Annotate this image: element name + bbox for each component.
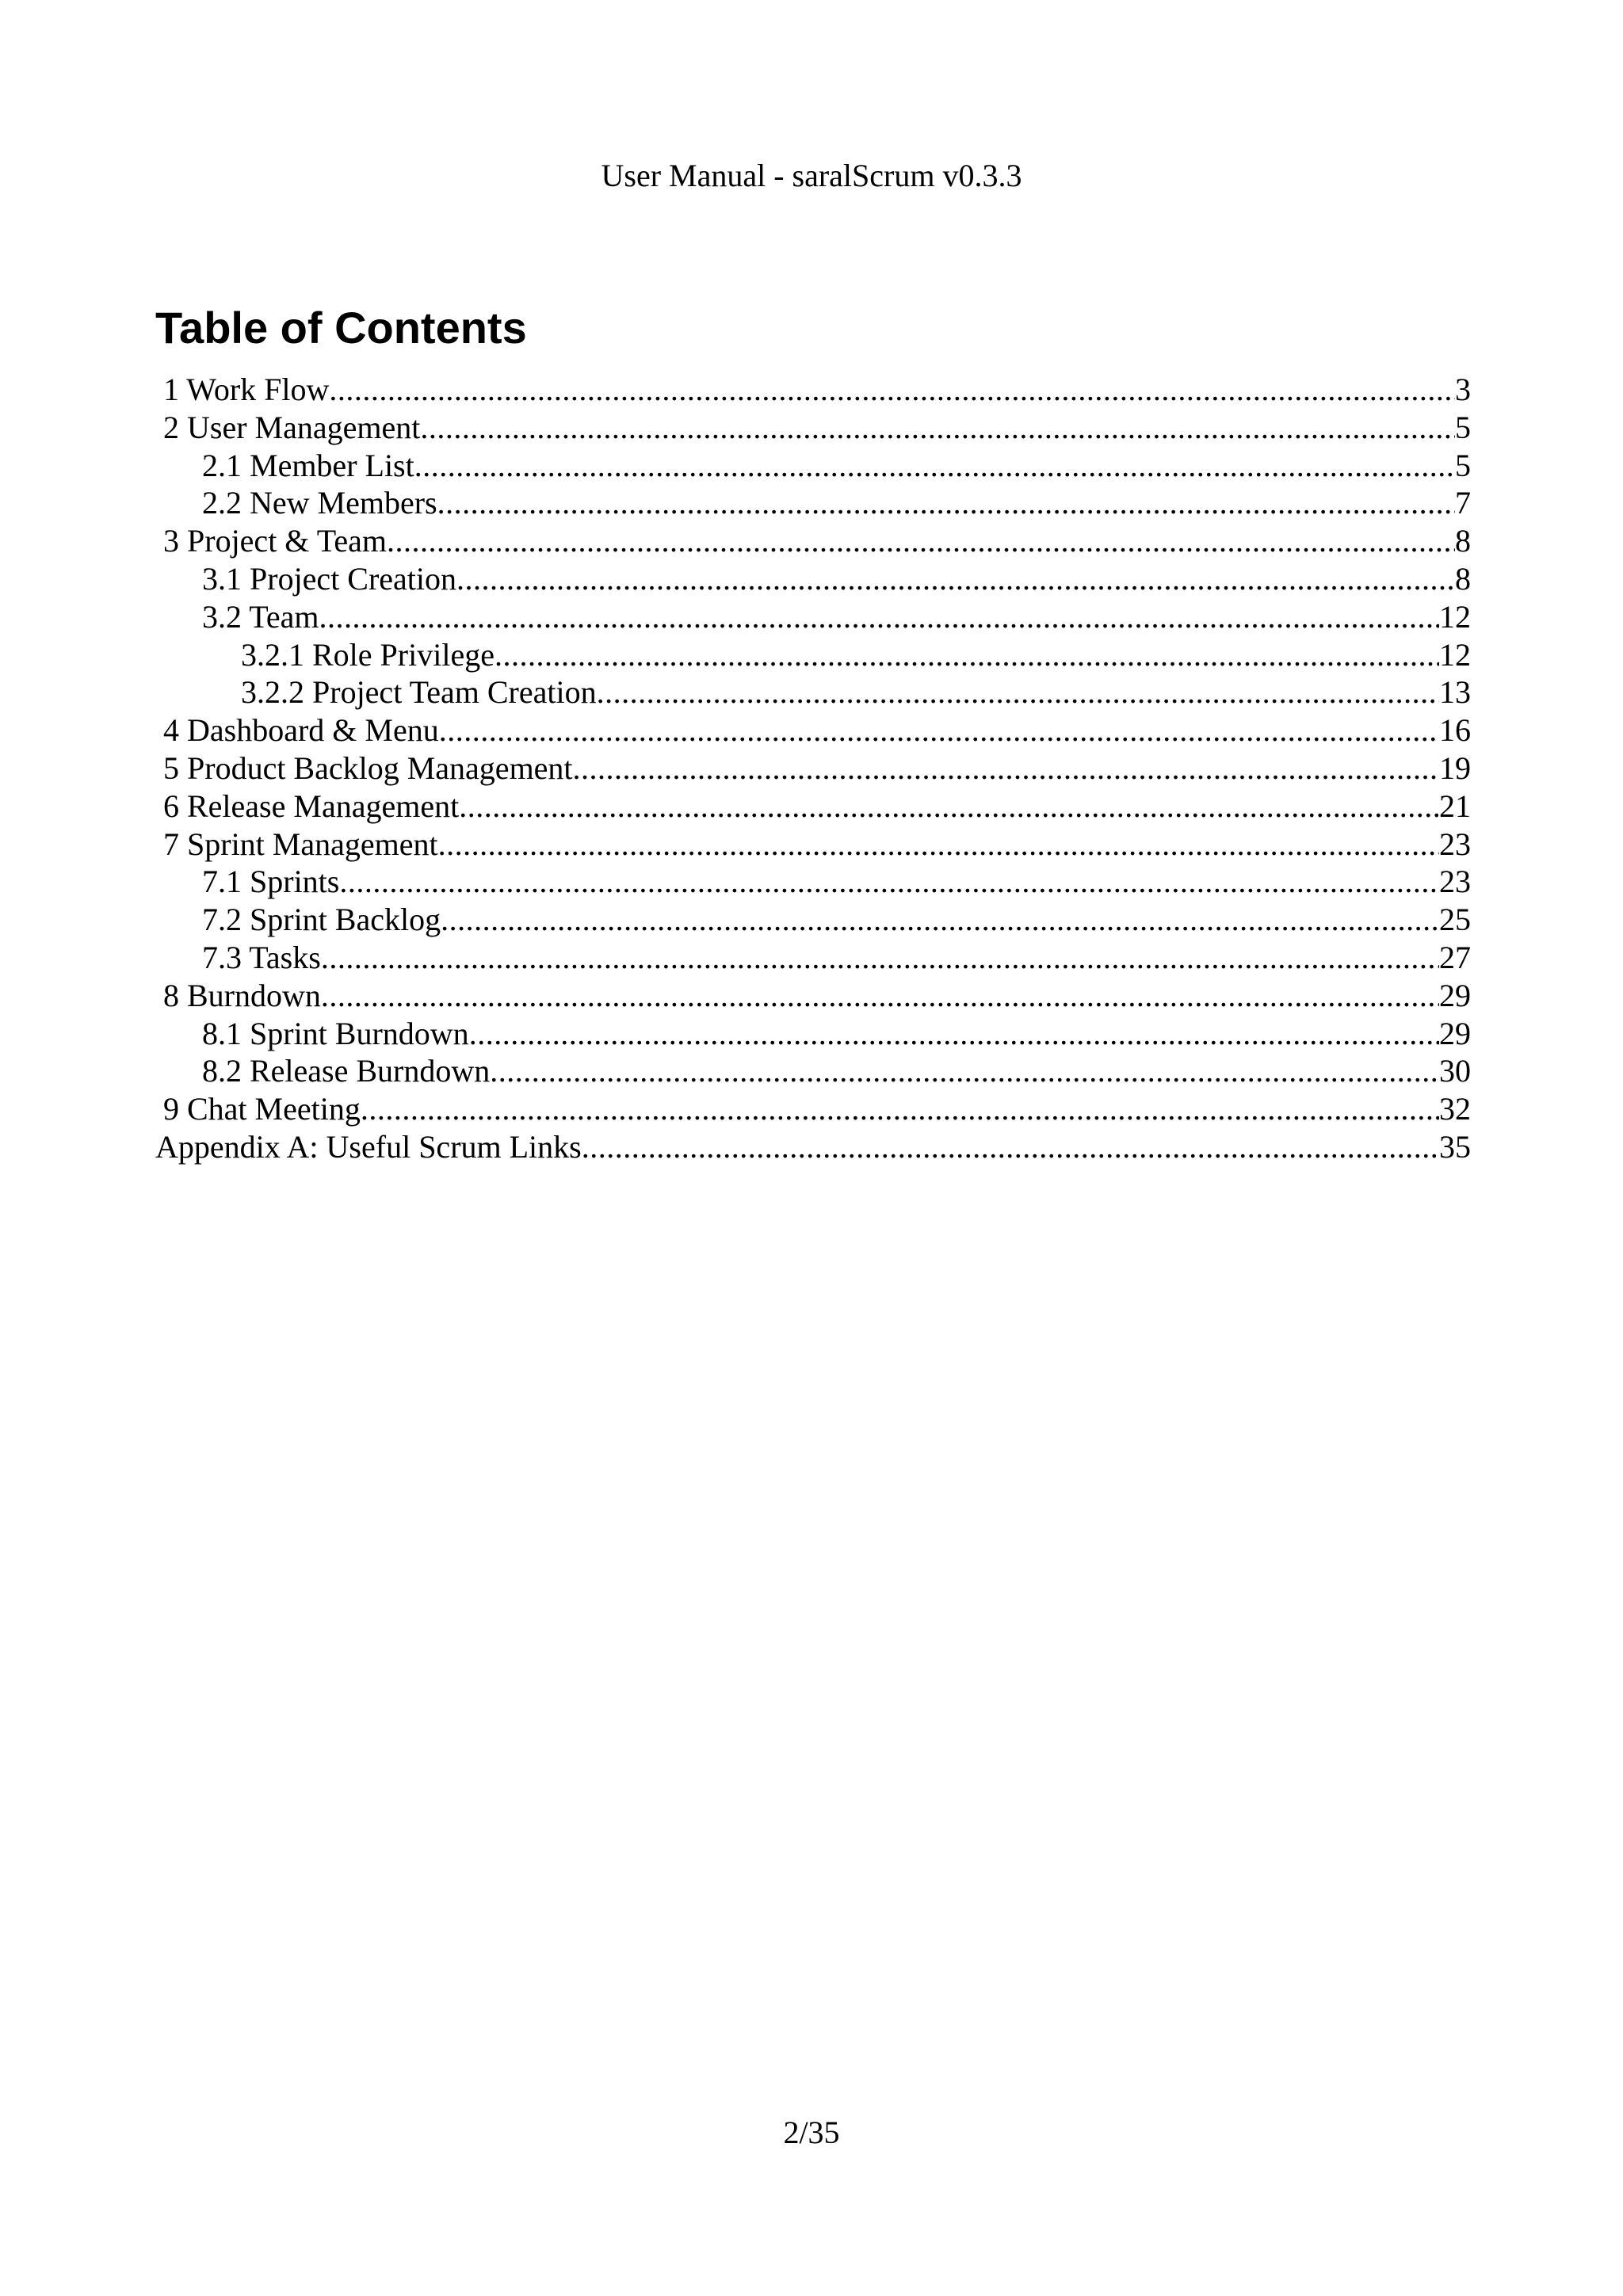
toc-dot-leader — [469, 1015, 1439, 1053]
toc-entry-label: 3.2.1 Role Privilege — [241, 636, 495, 673]
toc-entry-label: 7.1 Sprints — [202, 864, 340, 900]
toc-entry-label: 7 Sprint Management — [163, 826, 438, 862]
toc-dot-leader — [438, 826, 1439, 864]
toc-entry-page: 25 — [1439, 902, 1471, 938]
toc-entry-label: 7.2 Sprint Backlog — [202, 902, 441, 938]
toc-entry[interactable] — [155, 484, 1471, 522]
toc-entry[interactable] — [155, 371, 1471, 409]
toc-dot-leader — [490, 1052, 1439, 1090]
toc-entry-page: 5 — [1455, 409, 1471, 445]
toc-entry[interactable] — [155, 447, 1471, 485]
toc-entry[interactable] — [155, 939, 1471, 977]
toc-entry-label: 2.1 Member List — [202, 447, 414, 483]
toc-entry[interactable] — [155, 901, 1471, 939]
toc-entry[interactable] — [155, 522, 1471, 560]
toc-entry-page: 32 — [1439, 1091, 1471, 1127]
toc-entry-label: 8 Burndown — [163, 977, 321, 1013]
toc-entry-label: 7.3 Tasks — [202, 939, 321, 975]
toc-entry-page: 19 — [1439, 749, 1471, 786]
toc-dot-leader — [319, 598, 1439, 636]
toc-entry-page: 23 — [1439, 864, 1471, 900]
toc-entry-page: 8 — [1455, 560, 1471, 597]
toc-dot-leader — [420, 409, 1455, 447]
toc-dot-leader — [321, 977, 1439, 1015]
toc-entry-label: 8.1 Sprint Burndown — [202, 1015, 469, 1051]
toc-dot-leader — [439, 711, 1439, 749]
toc-dot-leader — [437, 484, 1455, 522]
toc-dot-leader — [321, 939, 1439, 977]
toc-entry-page: 12 — [1439, 598, 1471, 635]
toc-dot-leader — [361, 1090, 1439, 1128]
toc-entry-page: 29 — [1439, 977, 1471, 1013]
toc-entry-page: 35 — [1439, 1128, 1471, 1165]
toc-entry-page: 27 — [1439, 939, 1471, 975]
page-number: 2/35 — [783, 2115, 840, 2150]
toc-dot-leader — [329, 371, 1455, 409]
toc-entry-page: 16 — [1439, 712, 1471, 749]
toc-entry[interactable] — [155, 1128, 1471, 1166]
toc-entry[interactable] — [155, 409, 1471, 447]
toc-dot-leader — [339, 863, 1439, 901]
toc-entry-label: Appendix A: Useful Scrum Links — [155, 1128, 582, 1165]
toc-entry[interactable] — [155, 560, 1471, 598]
toc-entry[interactable] — [155, 977, 1471, 1015]
toc-entry[interactable] — [155, 673, 1471, 711]
toc-dot-leader — [495, 636, 1439, 674]
toc-entry-label: 5 Product Backlog Management — [163, 749, 573, 786]
toc-entry[interactable] — [155, 749, 1471, 788]
toc-entry[interactable] — [155, 711, 1471, 749]
toc-dot-leader — [441, 901, 1439, 939]
toc-entry-page: 7 — [1455, 485, 1471, 521]
toc-dot-leader — [582, 1128, 1439, 1166]
toc-entry-label: 3.1 Project Creation — [202, 560, 457, 597]
toc-entry-page: 30 — [1439, 1053, 1471, 1089]
toc-entry[interactable] — [155, 1015, 1471, 1053]
table-of-contents — [155, 371, 1471, 1166]
toc-entry-label: 4 Dashboard & Menu — [163, 712, 439, 749]
toc-dot-leader — [387, 522, 1455, 560]
toc-entry-page: 8 — [1455, 523, 1471, 559]
toc-entry[interactable] — [155, 598, 1471, 636]
toc-dot-leader — [414, 447, 1455, 485]
toc-entry-label: 3.2.2 Project Team Creation — [241, 674, 597, 711]
toc-entry-page: 21 — [1439, 788, 1471, 824]
toc-entry-page: 5 — [1455, 447, 1471, 483]
toc-entry-label: 3.2 Team — [202, 598, 319, 635]
toc-entry-page: 12 — [1439, 636, 1471, 673]
page-header: User Manual - saralScrum v0.3.3 — [601, 158, 1022, 193]
toc-entry-label: 2 User Management — [163, 409, 421, 445]
toc-entry[interactable] — [155, 826, 1471, 864]
toc-entry-page: 13 — [1439, 674, 1471, 711]
toc-dot-leader — [456, 560, 1455, 598]
toc-entry[interactable] — [155, 636, 1471, 674]
toc-entry-label: 9 Chat Meeting — [163, 1091, 361, 1127]
toc-entry-page: 23 — [1439, 826, 1471, 862]
toc-entry[interactable] — [155, 863, 1471, 901]
toc-entry-label: 6 Release Management — [163, 788, 460, 824]
toc-entry[interactable] — [155, 1052, 1471, 1090]
toc-entry[interactable] — [155, 788, 1471, 826]
toc-entry-label: 8.2 Release Burndown — [202, 1053, 491, 1089]
toc-entry-label: 3 Project & Team — [163, 523, 387, 559]
toc-entry-label: 1 Work Flow — [163, 372, 330, 407]
toc-entry-label: 2.2 New Members — [202, 485, 437, 521]
toc-entry-page: 3 — [1455, 372, 1471, 407]
toc-entry-page: 29 — [1439, 1015, 1471, 1051]
toc-dot-leader — [459, 788, 1439, 826]
toc-dot-leader — [597, 673, 1439, 711]
toc-dot-leader — [573, 749, 1439, 788]
toc-entry[interactable] — [155, 1090, 1471, 1128]
toc-heading: Table of Contents — [155, 303, 527, 353]
